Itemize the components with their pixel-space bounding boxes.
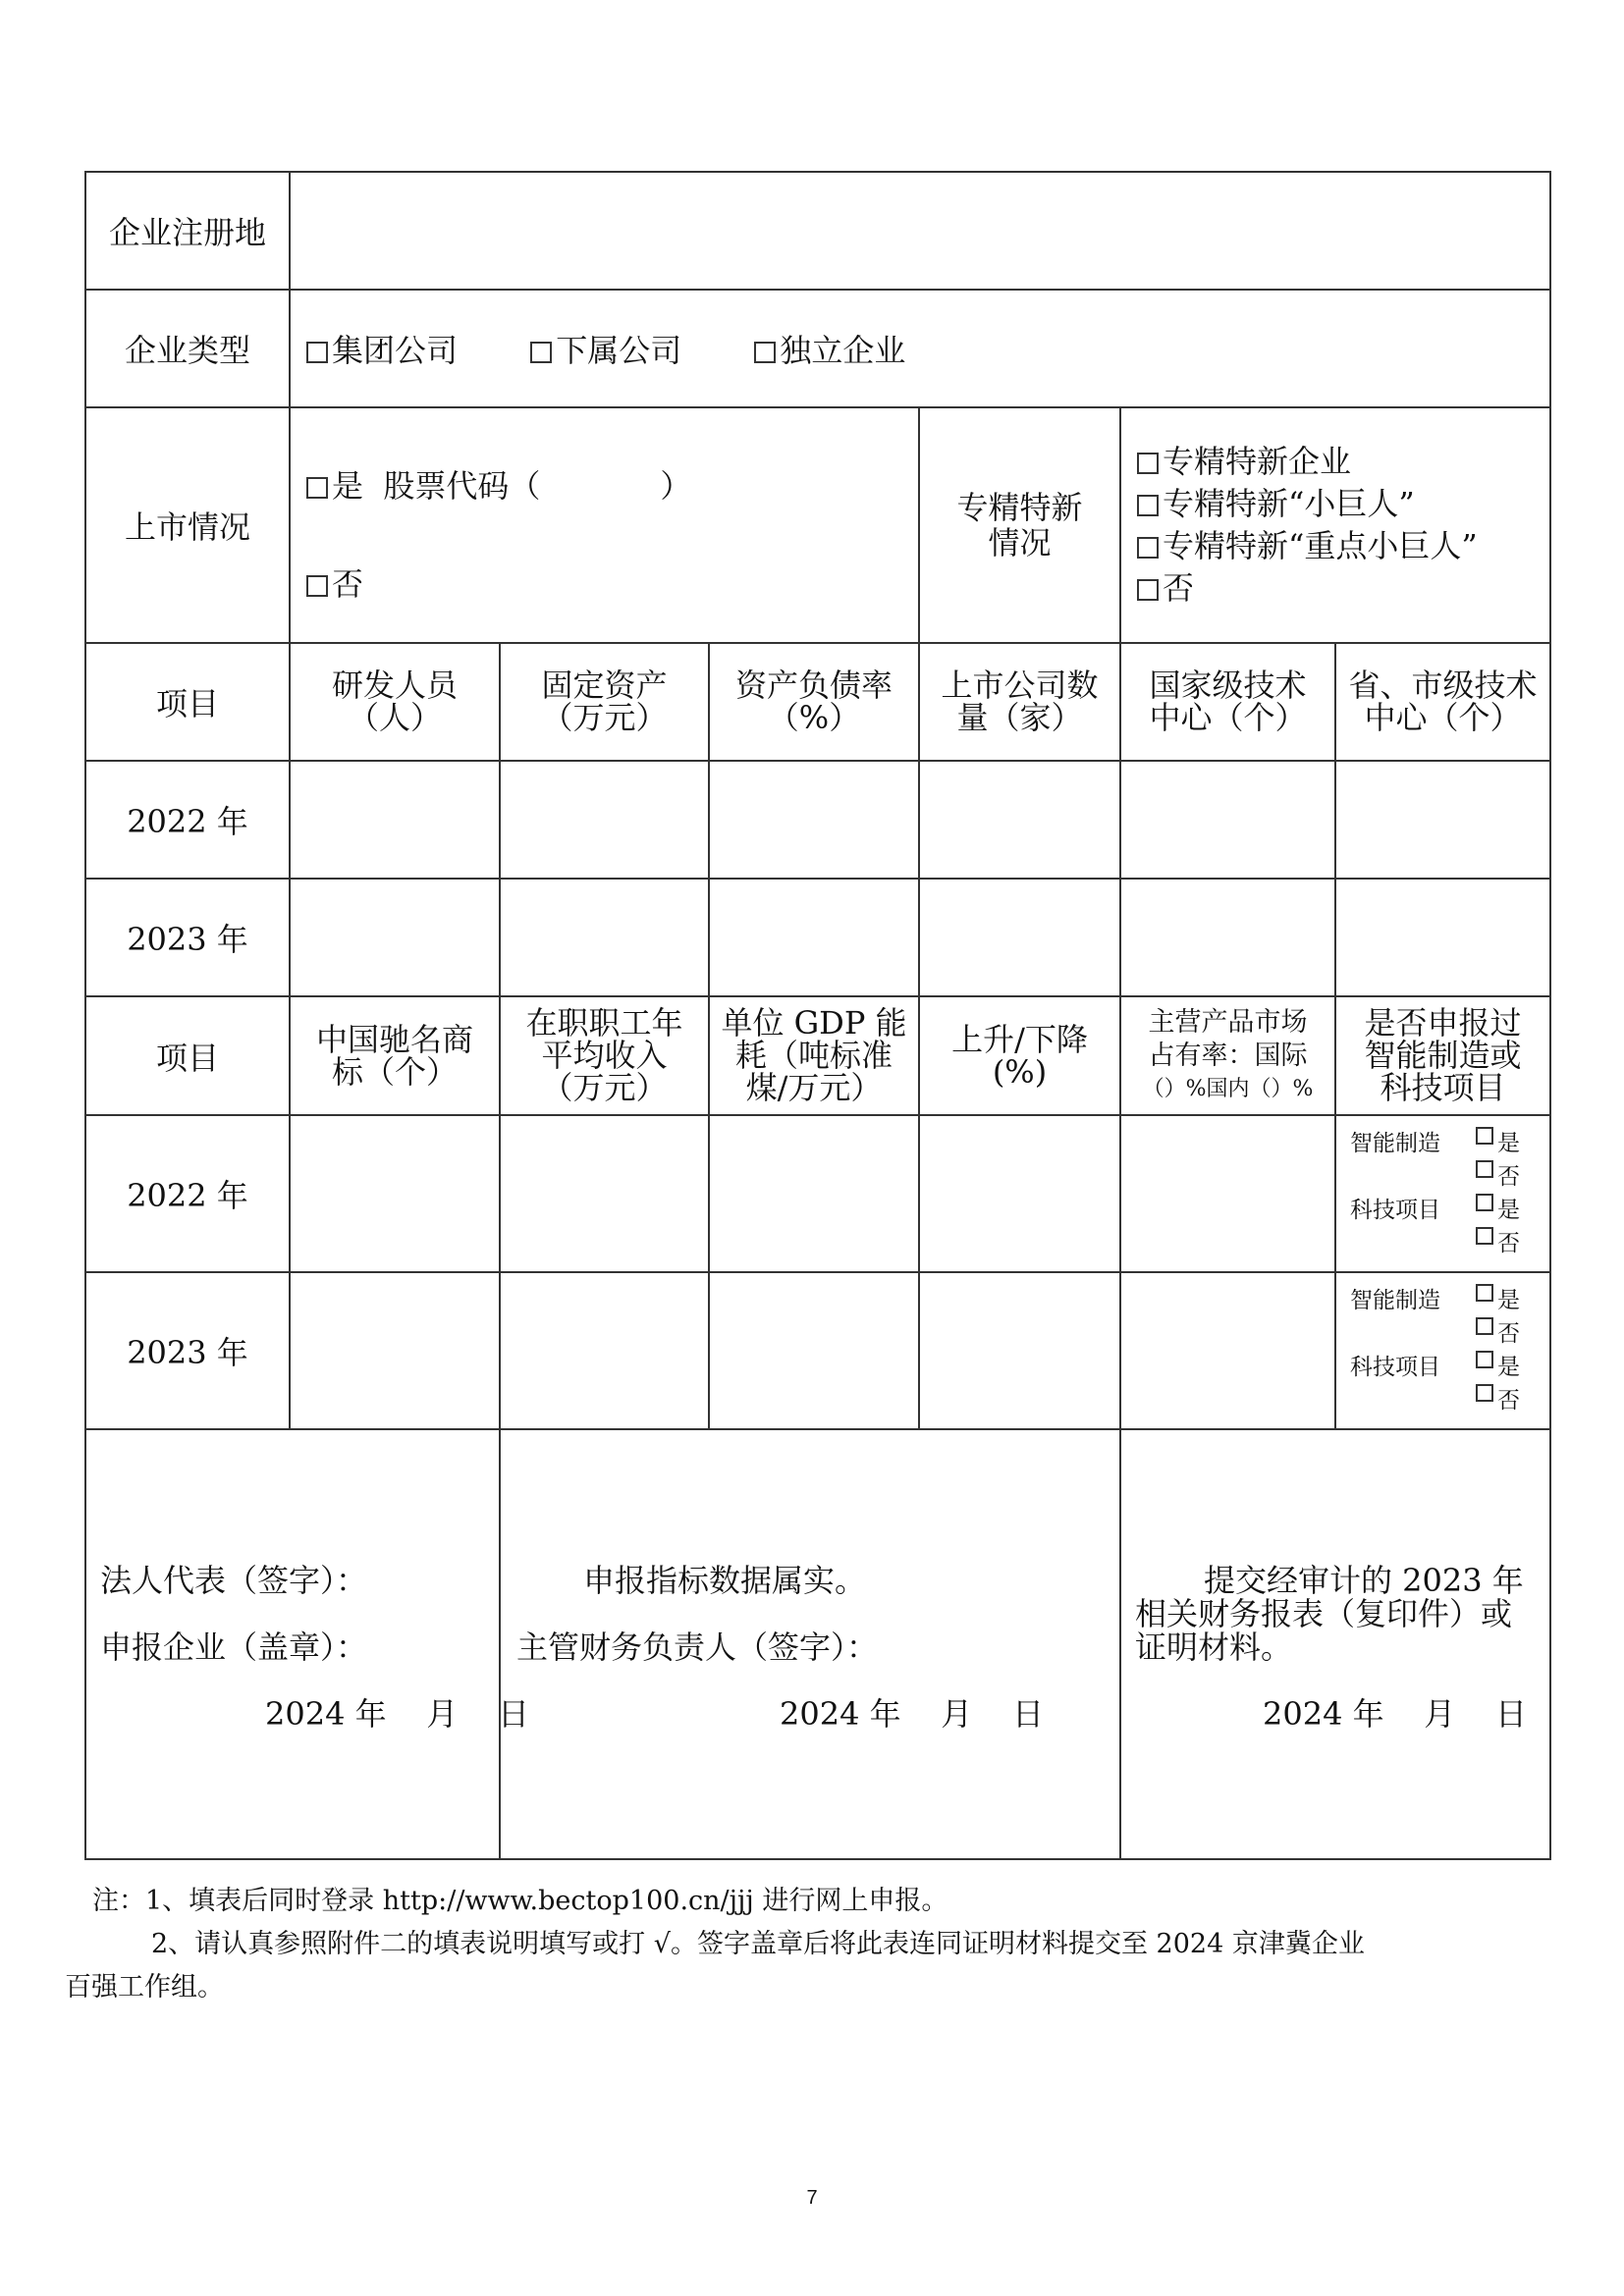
smart-label: 智能制造 xyxy=(1350,1131,1440,1156)
header-line: 平均收入 xyxy=(541,1037,668,1074)
header-line: 资产负债率 xyxy=(734,667,893,704)
option-label: 否 xyxy=(1163,569,1195,607)
signature-submission xyxy=(1120,1429,1550,1859)
spec-option-no[interactable] xyxy=(1121,567,1549,610)
header-line: 煤/万元） xyxy=(745,1069,883,1106)
table1-row-2022 xyxy=(85,761,1550,879)
input-cell[interactable] xyxy=(709,879,919,996)
no-label: 否 xyxy=(1497,1321,1520,1347)
checkbox-icon[interactable] xyxy=(1476,1384,1493,1402)
smart-no-row[interactable] xyxy=(1350,1317,1549,1351)
header-line: 固定资产 xyxy=(541,667,668,704)
option-subsidiary[interactable] xyxy=(530,332,681,369)
yes-no-block xyxy=(1336,1127,1549,1260)
input-cell[interactable] xyxy=(1335,879,1550,996)
input-cell[interactable] xyxy=(500,879,709,996)
header-line: 单位 GDP 能 xyxy=(721,1004,907,1041)
header-line: 耗（吨标准 xyxy=(734,1037,893,1074)
option-label: 专精特新“重点小巨人” xyxy=(1163,527,1478,564)
table2-row-2022 xyxy=(85,1115,1550,1272)
input-cell[interactable] xyxy=(290,1272,500,1429)
smart-label: 智能制造 xyxy=(1350,1288,1440,1313)
tech-no-row[interactable] xyxy=(1350,1227,1549,1260)
input-cell[interactable] xyxy=(919,1272,1120,1429)
row-company-type xyxy=(85,290,1550,407)
year-label: 2022 年 xyxy=(85,761,290,879)
input-cell[interactable] xyxy=(1120,761,1335,879)
legal-rep-line: 法人代表（签字）： xyxy=(100,1562,368,1599)
col-header-debt-ratio xyxy=(709,643,919,761)
tech-yes-row[interactable] xyxy=(1350,1351,1549,1384)
checkbox-icon[interactable] xyxy=(1137,579,1159,601)
col-header-declared-project xyxy=(1335,996,1550,1115)
col-header-national-tech-center xyxy=(1120,643,1335,761)
col-header-gdp-energy xyxy=(709,996,919,1115)
header-line: 是否申报过 xyxy=(1364,1004,1522,1041)
checkbox-icon[interactable] xyxy=(1476,1227,1493,1245)
col-header-avg-income xyxy=(500,996,709,1115)
checkbox-icon[interactable] xyxy=(1476,1284,1493,1302)
header-line: 省、市级技术 xyxy=(1348,667,1538,704)
application-form-table xyxy=(84,171,1551,1860)
header-line: （万元） xyxy=(541,1069,668,1106)
checkbox-icon[interactable] xyxy=(1137,453,1159,474)
input-cell[interactable] xyxy=(290,761,500,879)
spec-options xyxy=(1120,407,1550,643)
row-listing xyxy=(85,407,1550,643)
listing-no-option[interactable] xyxy=(291,507,918,605)
input-cell[interactable] xyxy=(290,1115,500,1272)
col-header-rd-staff xyxy=(290,643,500,761)
header-line: 量（家） xyxy=(956,699,1083,736)
spec-label-line: 专精特新 xyxy=(956,489,1083,526)
input-cell[interactable] xyxy=(919,761,1120,879)
tech-no-row[interactable] xyxy=(1350,1384,1549,1417)
tech-label: 科技项目 xyxy=(1350,1198,1440,1223)
checkbox-icon[interactable] xyxy=(306,342,328,363)
spec-label-line: 情况 xyxy=(988,524,1052,561)
col-header-market-share xyxy=(1120,996,1335,1115)
option-independent[interactable] xyxy=(754,332,905,369)
checkbox-icon[interactable] xyxy=(754,342,776,363)
input-cell[interactable] xyxy=(709,1272,919,1429)
registration-label: 企业注册地 xyxy=(85,172,290,290)
input-cell[interactable] xyxy=(1120,879,1335,996)
checkbox-icon[interactable] xyxy=(530,342,552,363)
col-header-listed-companies xyxy=(919,643,1120,761)
yes-no-cell xyxy=(1335,1115,1550,1272)
table2-row-2023 xyxy=(85,1272,1550,1429)
col-header-provincial-tech-center xyxy=(1335,643,1550,761)
header-line: 国家级技术 xyxy=(1149,667,1307,704)
year-label: 2023 年 xyxy=(85,1272,290,1429)
header-line: 主营产品市场 xyxy=(1148,1006,1308,1038)
input-cell[interactable] xyxy=(1120,1115,1335,1272)
note-line-1: 注：1、填表后同时登录 http://www.bectop100.cn/jjj 进行网上申报。 xyxy=(92,1886,948,1916)
checkbox-icon[interactable] xyxy=(306,477,328,499)
col-header-change xyxy=(919,996,1120,1115)
year-label: 2023 年 xyxy=(85,879,290,996)
tech-label: 科技项目 xyxy=(1350,1355,1440,1380)
option-label: 下属公司 xyxy=(556,332,682,369)
input-cell[interactable] xyxy=(500,1272,709,1429)
listing-yes-option[interactable] xyxy=(291,408,918,507)
row-registration xyxy=(85,172,1550,290)
input-cell[interactable] xyxy=(919,1115,1120,1272)
company-type-label: 企业类型 xyxy=(85,290,290,407)
yes-no-block xyxy=(1336,1284,1549,1417)
yes-label: 是 xyxy=(1497,1198,1520,1223)
header-line: (%) xyxy=(992,1052,1048,1091)
company-seal-line: 申报企业（盖章）： xyxy=(100,1629,368,1666)
smart-no-row[interactable] xyxy=(1350,1160,1549,1194)
checkbox-icon[interactable] xyxy=(1476,1127,1493,1145)
checkbox-icon[interactable] xyxy=(306,575,328,597)
notes-block xyxy=(65,1880,1547,2009)
header-line: （人） xyxy=(347,699,442,736)
header-line: 科技项目 xyxy=(1380,1069,1506,1106)
header-line: 中心（个） xyxy=(1149,699,1307,736)
table2-item-label: 项目 xyxy=(85,996,290,1115)
header-line: （万元） xyxy=(541,699,668,736)
submission-line: 相关财务报表（复印件）或 xyxy=(1135,1595,1513,1632)
finance-head-line: 主管财务负责人（签字）： xyxy=(516,1629,879,1666)
date-line: 2024 年 月 日 xyxy=(1263,1695,1527,1733)
smart-yes-row[interactable] xyxy=(1350,1127,1549,1160)
checkbox-icon[interactable] xyxy=(1137,495,1159,516)
registration-field[interactable] xyxy=(290,172,1550,290)
no-label: 否 xyxy=(1497,1231,1520,1256)
tech-yes-row[interactable] xyxy=(1350,1194,1549,1227)
year-label: 2022 年 xyxy=(85,1115,290,1272)
submission-line: 证明材料。 xyxy=(1135,1629,1293,1666)
note-line-2: 2、请认真参照附件二的填表说明填写或打 √。签字盖章后将此表连同证明材料提交至 2024 京津冀企业 xyxy=(151,1929,1365,1959)
header-line: 中国驰名商 xyxy=(315,1020,473,1058)
yes-label: 是 xyxy=(1497,1288,1520,1313)
submission-line: 提交经审计的 2023 年 xyxy=(1204,1562,1524,1599)
header-line: （%） xyxy=(767,699,861,736)
listing-label: 上市情况 xyxy=(85,407,290,643)
input-cell[interactable] xyxy=(1120,1272,1335,1429)
yes-label: 是 xyxy=(1497,1355,1520,1380)
table1-row-2023 xyxy=(85,879,1550,996)
checkbox-icon[interactable] xyxy=(1476,1194,1493,1211)
date-line: 2024 年 月 日 xyxy=(265,1695,529,1733)
checkbox-icon[interactable] xyxy=(1137,537,1159,559)
header-line: （）%国内（）% xyxy=(1142,1076,1314,1101)
signature-legal-rep xyxy=(85,1429,529,1859)
spec-option-key-little-giant[interactable] xyxy=(1121,525,1549,567)
checkbox-icon[interactable] xyxy=(1476,1160,1493,1178)
col-header-fixed-assets xyxy=(500,643,709,761)
option-label: 独立企业 xyxy=(780,332,906,369)
option-label: 专精特新“小巨人” xyxy=(1163,485,1415,522)
company-type-options xyxy=(290,290,1550,407)
header-line: 中心（个） xyxy=(1364,699,1522,736)
col-header-famous-trademark xyxy=(290,996,500,1115)
header-line: 标（个） xyxy=(331,1052,458,1091)
no-label: 否 xyxy=(1497,1388,1520,1414)
page-number: 7 xyxy=(806,2187,818,2209)
data-true-line: 申报指标数据属实。 xyxy=(583,1562,867,1599)
input-cell[interactable] xyxy=(709,761,919,879)
listing-no-label: 否 xyxy=(332,565,364,603)
input-cell[interactable] xyxy=(500,1115,709,1272)
yes-no-cell xyxy=(1335,1272,1550,1429)
smart-yes-row[interactable] xyxy=(1350,1284,1549,1317)
header-line: 上市公司数 xyxy=(941,667,1099,704)
input-cell[interactable] xyxy=(1335,761,1550,879)
input-cell[interactable] xyxy=(919,879,1120,996)
spec-option-little-giant[interactable] xyxy=(1121,483,1549,525)
input-cell[interactable] xyxy=(500,761,709,879)
checkbox-icon[interactable] xyxy=(1476,1351,1493,1368)
signature-finance xyxy=(500,1429,1120,1859)
option-group-company[interactable] xyxy=(306,332,458,369)
table2-header-row xyxy=(85,996,1550,1115)
option-label: 专精特新企业 xyxy=(1163,443,1352,480)
header-line: 智能制造或 xyxy=(1364,1037,1522,1074)
signature-row xyxy=(85,1429,1550,1859)
no-label: 否 xyxy=(1497,1164,1520,1190)
listing-yes-label: 是 股票代码（ ） xyxy=(332,467,692,505)
header-line: 上升/下降 xyxy=(951,1020,1088,1058)
yes-label: 是 xyxy=(1497,1131,1520,1156)
table1-header-row xyxy=(85,643,1550,761)
date-line: 2024 年 月 日 xyxy=(780,1695,1044,1733)
spec-option-enterprise[interactable] xyxy=(1121,441,1549,483)
header-line: 在职职工年 xyxy=(525,1004,683,1041)
table1-item-label: 项目 xyxy=(85,643,290,761)
option-label: 集团公司 xyxy=(332,332,459,369)
note-line-3: 百强工作组。 xyxy=(65,1972,224,2002)
input-cell[interactable] xyxy=(709,1115,919,1272)
checkbox-icon[interactable] xyxy=(1476,1317,1493,1335)
input-cell[interactable] xyxy=(290,879,500,996)
spec-label xyxy=(919,407,1120,643)
listing-options xyxy=(290,407,919,643)
header-line: 研发人员 xyxy=(331,667,458,704)
header-line: 占有率：国际 xyxy=(1148,1040,1308,1071)
